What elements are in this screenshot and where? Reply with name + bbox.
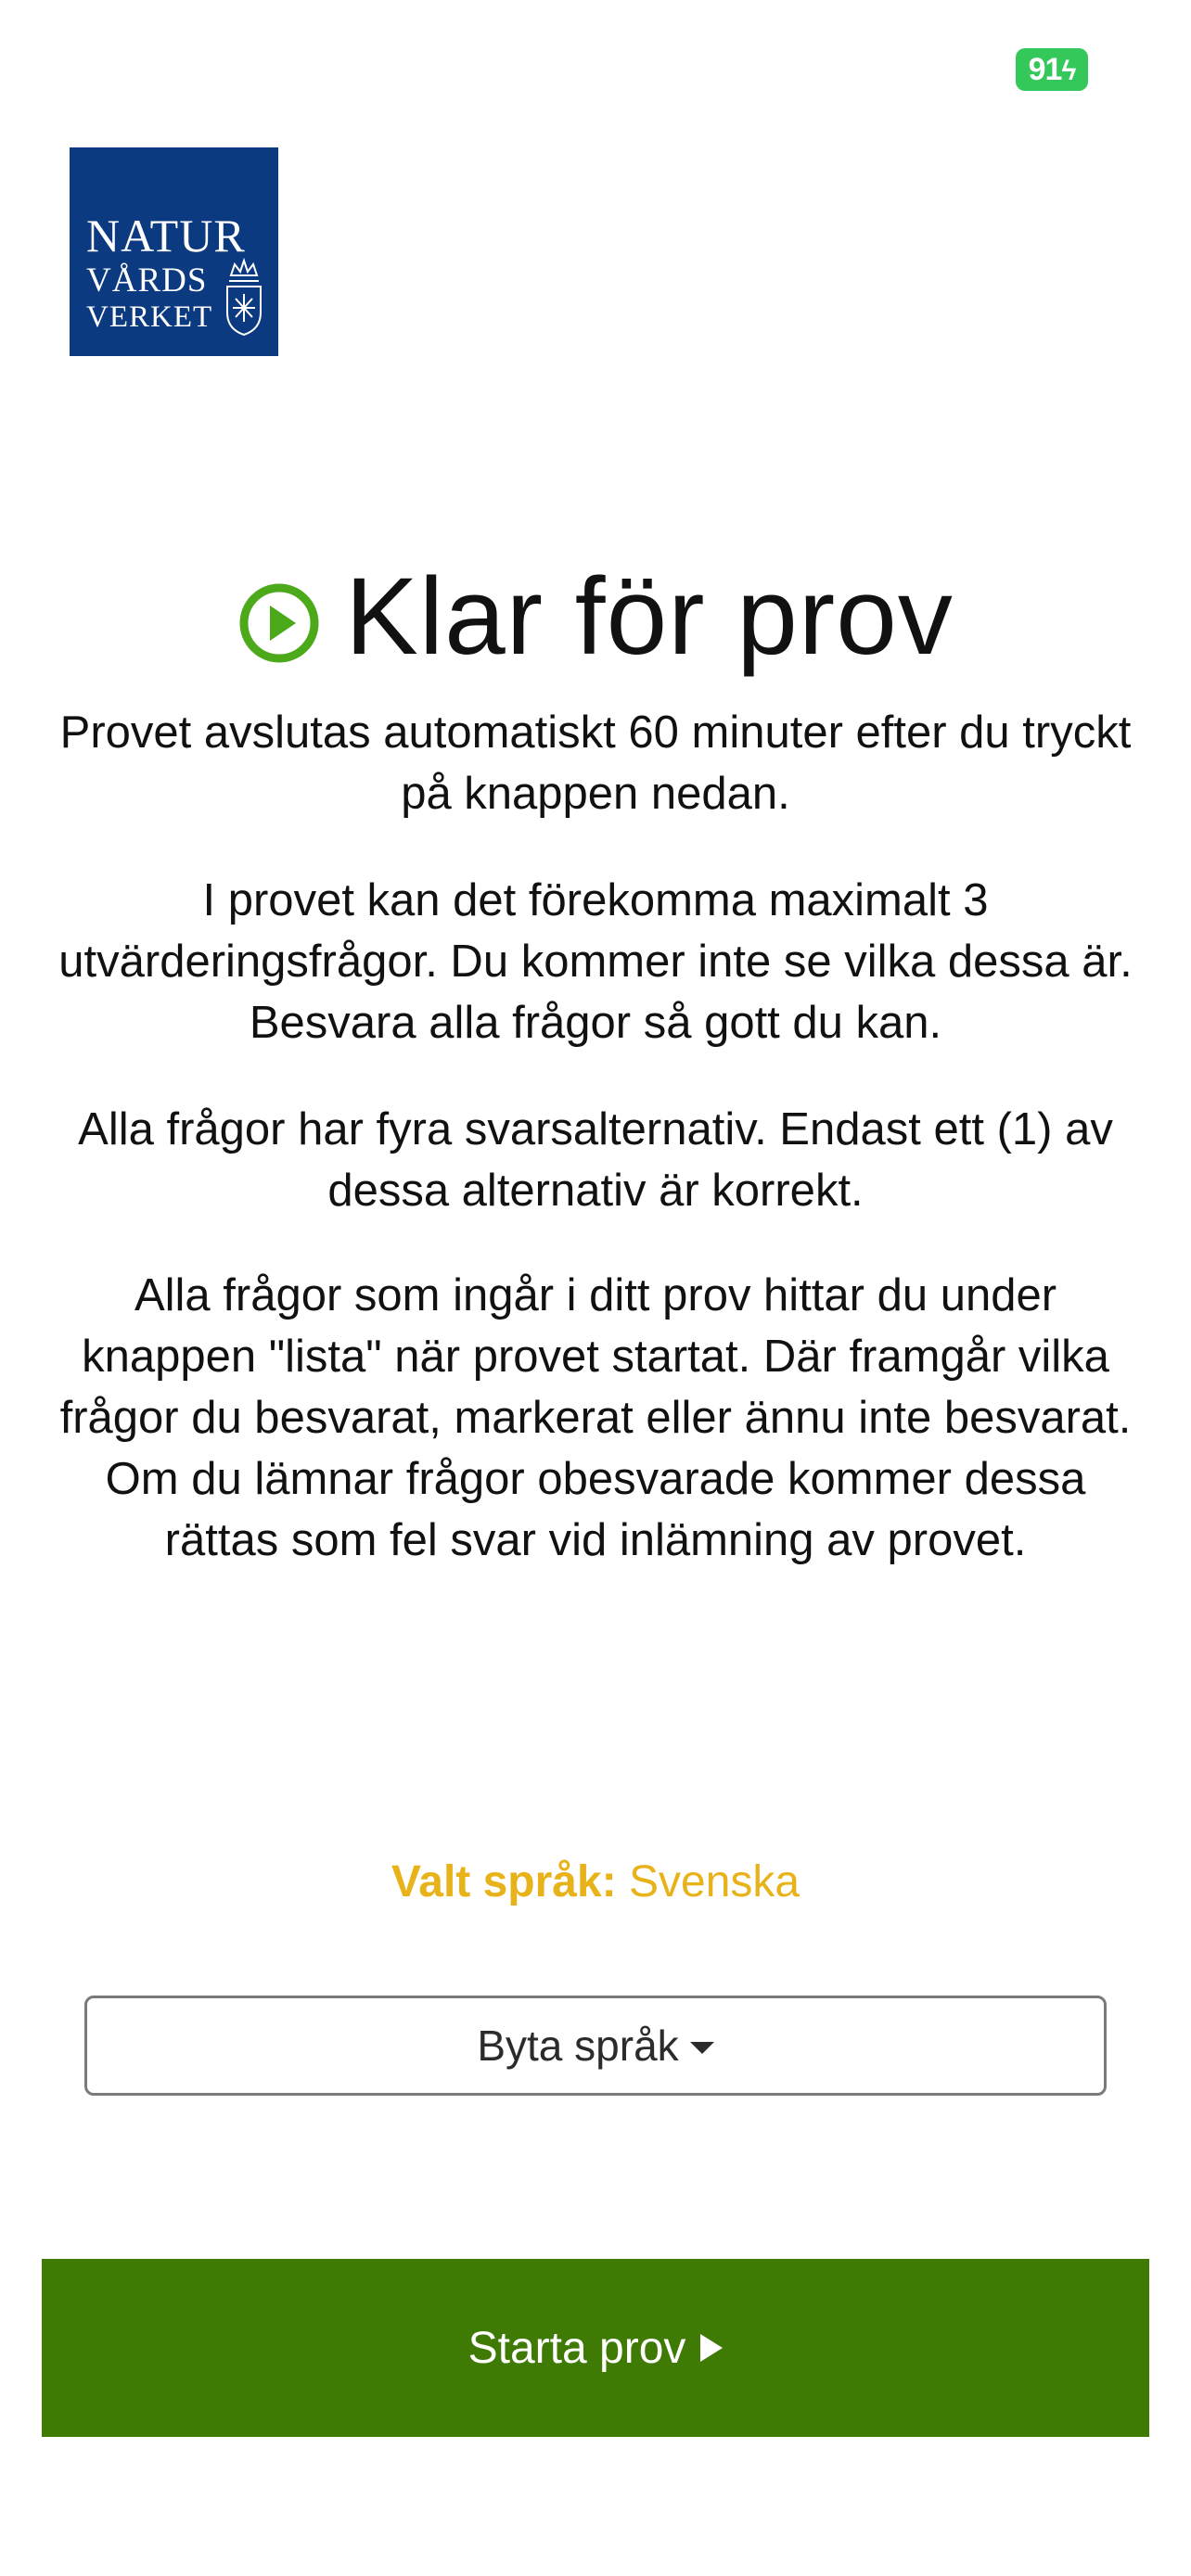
change-language-label: Byta språk xyxy=(477,2021,679,2070)
logo-line-3: VERKET xyxy=(86,300,213,334)
battery-level: 91 xyxy=(1028,52,1062,87)
instruction-paragraph-question-list: Alla frågor som ingår i ditt prov hittar du under knappen "lista" när provet startat. Där framgår vilka frågor du besvarat, markerat eller ännu inte besvarat. Om du lämnar frågor obesvarade kommer dessa rättas som fel svar vid inlämning av provet. xyxy=(59,1270,1132,1565)
start-exam-button[interactable] xyxy=(42,2259,1149,2437)
logo-line-1: NATUR xyxy=(86,210,246,261)
selected-language xyxy=(0,1856,1191,1907)
play-circle-icon xyxy=(237,581,321,665)
change-language-button[interactable] xyxy=(84,1996,1107,2096)
instruction-paragraph-time-limit: Provet avslutas automatiskt 60 minuter efter du tryckt på knappen nedan. xyxy=(59,708,1132,819)
play-icon xyxy=(700,2334,723,2362)
start-exam-label: Starta prov xyxy=(467,2323,686,2373)
naturvardsverket-logo xyxy=(70,147,278,356)
battery-indicator xyxy=(1016,48,1088,91)
logo-line-2: VÅRDS xyxy=(86,261,208,300)
charging-bolt-icon: ϟ xyxy=(1061,56,1076,86)
selected-language-value: Svenska xyxy=(629,1857,800,1906)
page-header xyxy=(0,547,1191,686)
instruction-paragraph-evaluation-questions: I provet kan det förekomma maximalt 3 utvärderingsfrågor. Du kommer inte se vilka dessa är. Besvara alla frågor så gott du kan. xyxy=(58,875,1133,1048)
selected-language-label: Valt språk: xyxy=(391,1857,617,1906)
instruction-paragraph-answer-options: Alla frågor har fyra svarsalternativ. Endast ett (1) av dessa alternativ är korrekt. xyxy=(78,1104,1113,1216)
page-title: Klar för prov xyxy=(345,555,954,678)
caret-down-icon xyxy=(690,2042,714,2054)
crest-icon xyxy=(222,255,266,338)
